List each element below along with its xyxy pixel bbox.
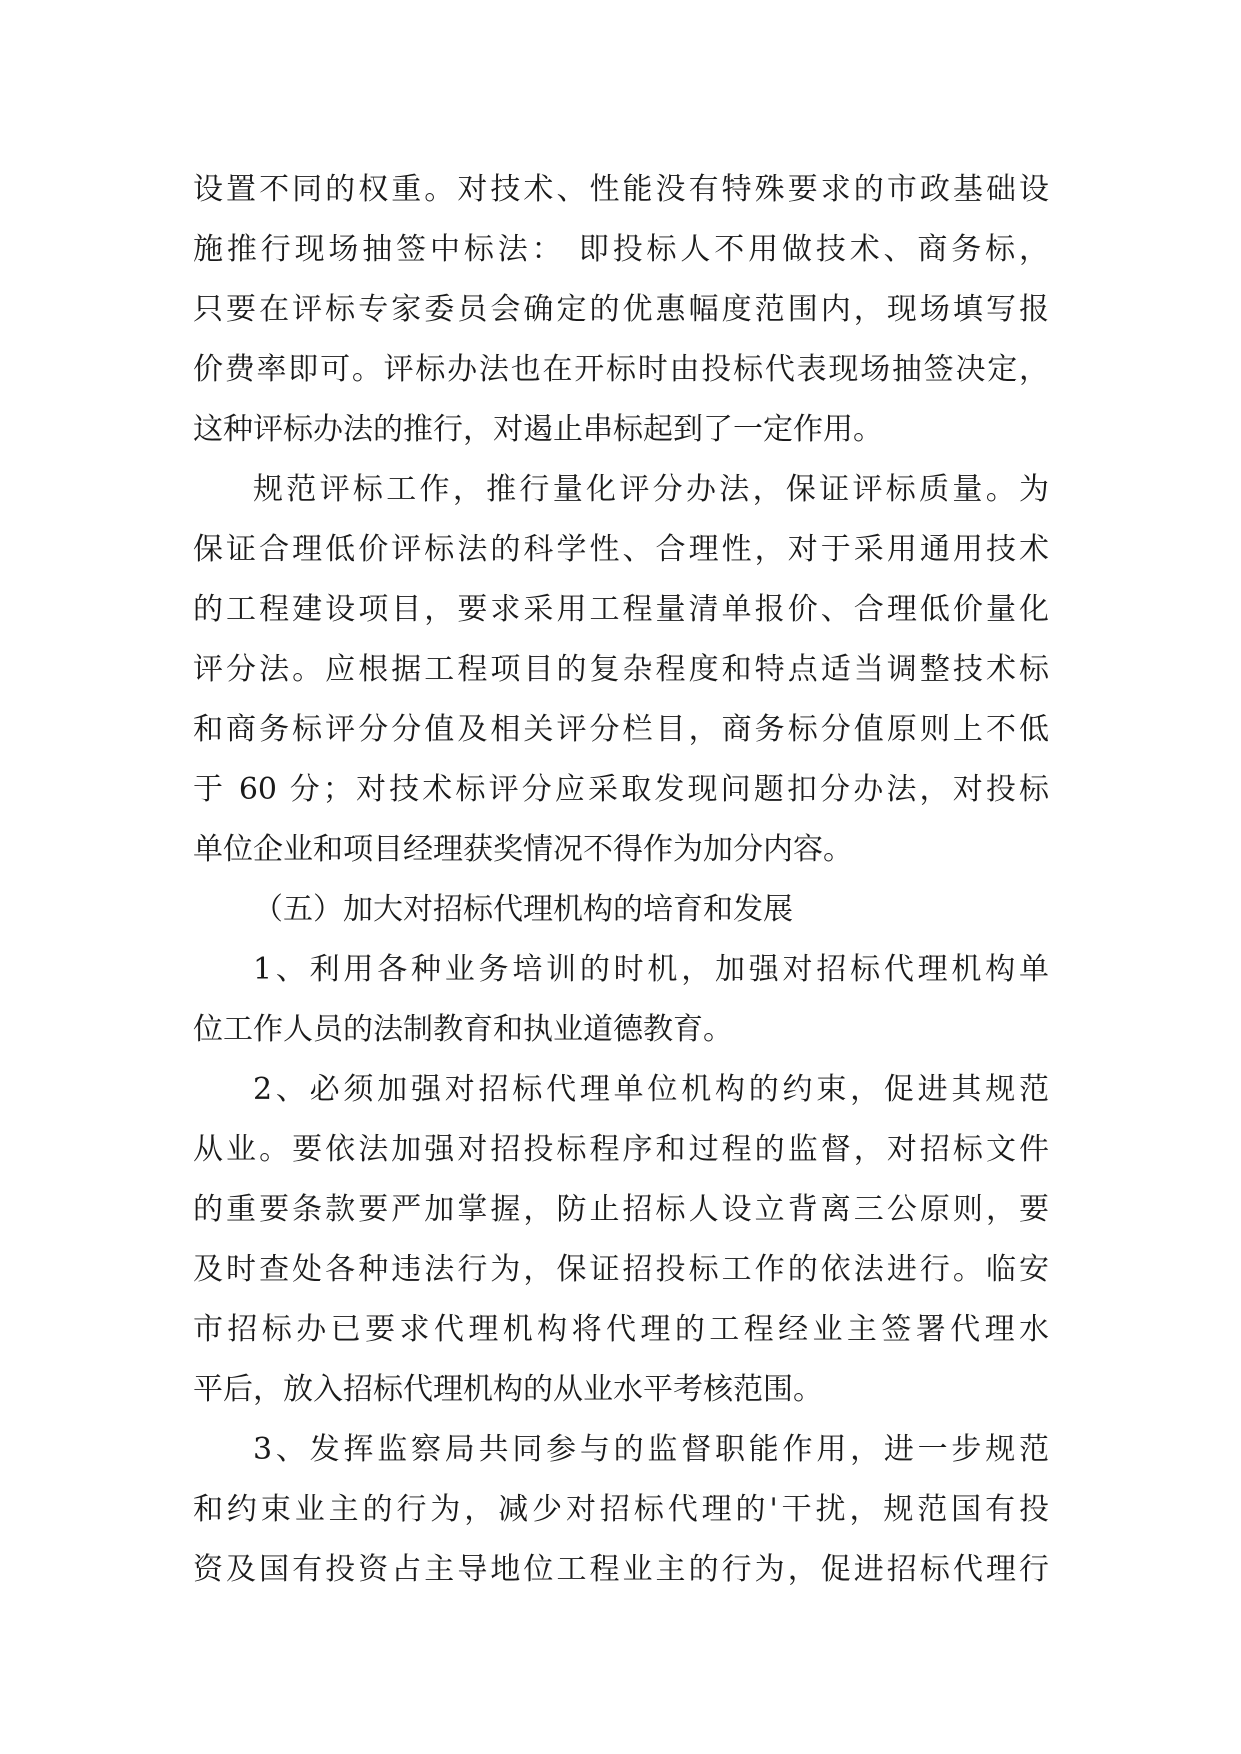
text-line-8: 的工程建设项目，要求采用工程量清单报价、合理低价量化 xyxy=(193,592,1049,627)
text-line-12: 单位企业和项目经理获奖情况不得作为加分内容。 xyxy=(193,832,853,867)
text-line-3: 只要在评标专家委员会确定的优惠幅度范围内，现场填写报 xyxy=(193,292,1049,327)
list-item-2-line-2: 从业。要依法加强对招投标程序和过程的监督，对招标文件 xyxy=(193,1132,1049,1167)
text-line-2: 施推行现场抽签中标法： 即投标人不用做技术、商务标， xyxy=(193,232,1049,267)
paragraph-start-line: 规范评标工作，推行量化评分办法，保证评标质量。为 xyxy=(253,472,1049,507)
list-item-2-line-3: 的重要条款要严加掌握，防止招标人设立背离三公原则，要 xyxy=(193,1192,1049,1227)
list-item-1-line-1: 1、利用各种业务培训的时机，加强对招标代理机构单 xyxy=(253,952,1049,987)
list-item-3-line-2: 和约束业主的行为，减少对招标代理的'干扰，规范国有投 xyxy=(193,1492,1049,1527)
text-line-7: 保证合理低价评标法的科学性、合理性，对于采用通用技术 xyxy=(193,532,1049,567)
section-heading: （五）加大对招标代理机构的培育和发展 xyxy=(253,892,793,927)
text-line-4: 价费率即可。评标办法也在开标时由投标代表现场抽签决定， xyxy=(193,352,1049,387)
list-item-2-line-1: 2、必须加强对招标代理单位机构的约束，促进其规范 xyxy=(253,1072,1049,1107)
list-item-2-line-4: 及时查处各种违法行为，保证招投标工作的依法进行。临安 xyxy=(193,1252,1049,1287)
text-line-5: 这种评标办法的推行，对遏止串标起到了一定作用。 xyxy=(193,412,883,447)
document-body xyxy=(193,160,1049,1600)
list-item-2-line-5: 市招标办已要求代理机构将代理的工程经业主签署代理水 xyxy=(193,1312,1049,1347)
list-item-3-line-3: 资及国有投资占主导地位工程业主的行为，促进招标代理行 xyxy=(193,1552,1049,1587)
list-item-3-line-1: 3、发挥监察局共同参与的监督职能作用，进一步规范 xyxy=(253,1432,1049,1467)
list-item-2-line-6: 平后，放入招标代理机构的从业水平考核范围。 xyxy=(193,1372,823,1407)
text-line-11: 于 60 分；对技术标评分应采取发现问题扣分办法，对投标 xyxy=(193,772,1049,807)
text-line-9: 评分法。应根据工程项目的复杂程度和特点适当调整技术标 xyxy=(193,652,1049,687)
text-line-10: 和商务标评分分值及相关评分栏目，商务标分值原则上不低 xyxy=(193,712,1049,747)
text-line-1: 设置不同的权重。对技术、性能没有特殊要求的市政基础设 xyxy=(193,172,1049,207)
list-item-1-line-2: 位工作人员的法制教育和执业道德教育。 xyxy=(193,1012,733,1047)
